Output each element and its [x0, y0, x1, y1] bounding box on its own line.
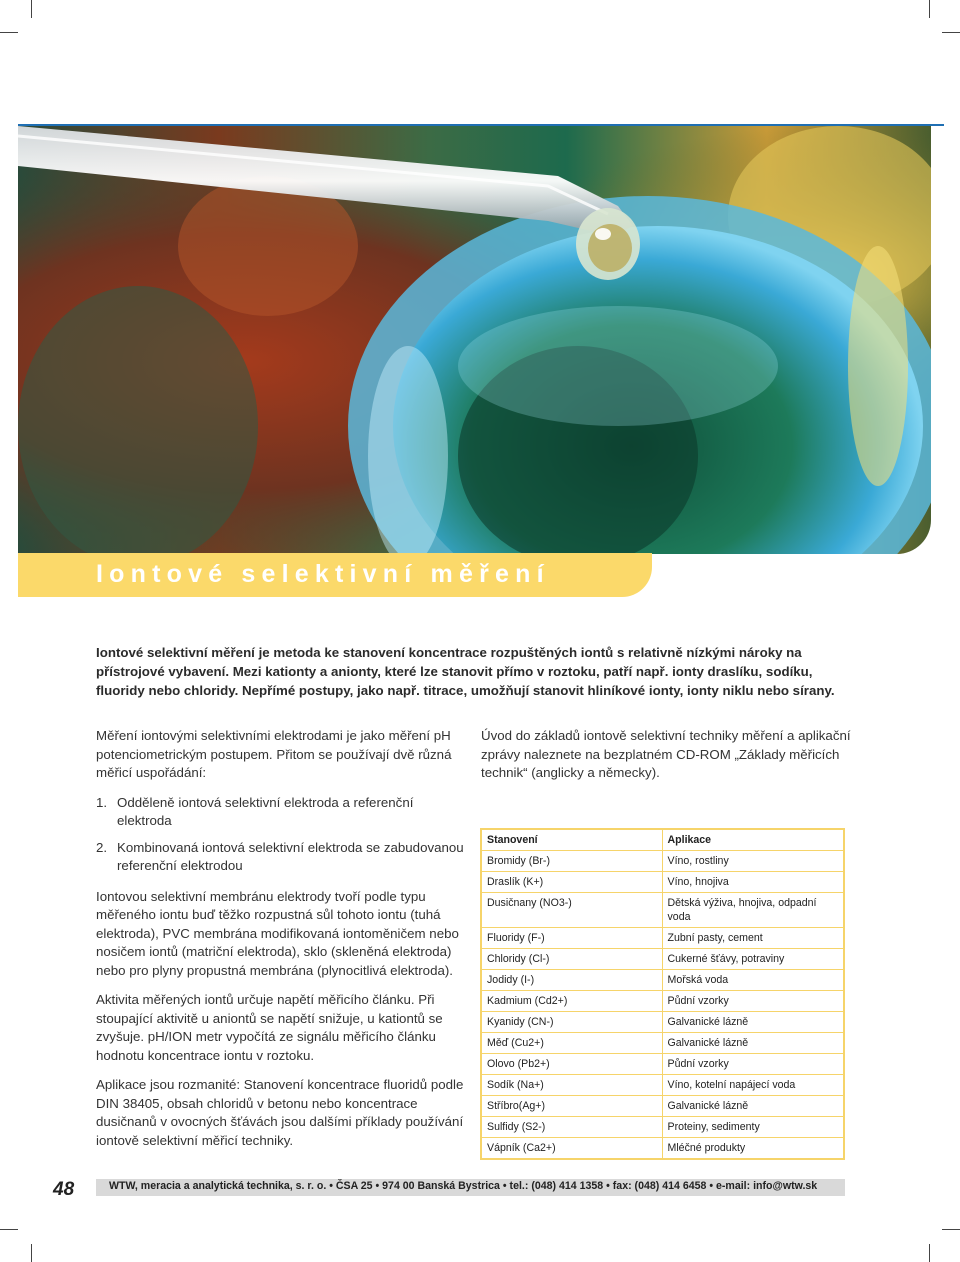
application-cell: Galvanické lázně [662, 1096, 844, 1117]
table-row [481, 928, 844, 949]
list-item [96, 839, 468, 876]
application-cell: Galvanické lázně [662, 1033, 844, 1054]
footer-contact: WTW, meracia a analytická technika, s. r. o. • ČSA 25 • 974 00 Banská Bystrica • tel.: (048) 414 1358 • fax: (048) 414 6458 • e-mail: info@wtw.sk [109, 1180, 818, 1192]
column-header: Stanovení [481, 829, 662, 851]
ion-cell: Draslík (K+) [481, 872, 662, 893]
footer-bar [96, 1179, 845, 1196]
paragraph: Aplikace jsou rozmanité: Stanovení koncentrace fluoridů podle DIN 38405, obsah chloridů v betonu nebo koncentrace dusičnanů v ovocných šťávách jsou dalšími příklady používání iontově selektivní měřicí techniky. [96, 1077, 464, 1148]
application-cell: Mléčné produkty [662, 1138, 844, 1160]
right-column-paragraph: Úvod do základů iontově selektivní techniky měření a aplikační zprávy naleznete na bezplatném CD-ROM „Základy měřicích technik“ (anglicky a německy). [481, 728, 851, 780]
crop-mark [929, 1244, 930, 1262]
application-cell: Půdní vzorky [662, 991, 844, 1012]
list-text: Kombinovaná iontová selektivní elektroda se zabudovanou referenční elektrodou [117, 839, 464, 873]
application-cell: Mořská voda [662, 970, 844, 991]
table-row [481, 1117, 844, 1138]
table-row [481, 893, 844, 928]
table-body [481, 851, 844, 1160]
ion-cell: Jodidy (I-) [481, 970, 662, 991]
ion-cell: Chloridy (Cl-) [481, 949, 662, 970]
ion-cell: Olovo (Pb2+) [481, 1054, 662, 1075]
application-cell: Proteiny, sedimenty [662, 1117, 844, 1138]
list-text: Odděleně iontová selektivní elektroda a referenční elektroda [117, 794, 414, 828]
table-row [481, 1075, 844, 1096]
ion-cell: Bromidy (Br-) [481, 851, 662, 872]
column-header: Aplikace [662, 829, 844, 851]
crop-mark [31, 1244, 32, 1262]
table-row [481, 1096, 844, 1117]
application-cell: Zubní pasty, cement [662, 928, 844, 949]
crop-mark [942, 1229, 960, 1230]
paragraph: Aktivita měřených iontů určuje napětí měřicího článku. Při stoupající aktivitě u aniontů se napětí snižuje, u kationtů se zvyšuje. pH/ION metr vypočítá ze signálu měřicího článku hodnotu koncentrace iontu v roztoku. [96, 992, 443, 1063]
ion-cell: Fluoridy (F-) [481, 928, 662, 949]
table-row [481, 991, 844, 1012]
ion-cell: Vápník (Ca2+) [481, 1138, 662, 1160]
list-number: 1. [96, 794, 108, 810]
ion-cell: Kyanidy (CN-) [481, 1012, 662, 1033]
crop-mark [942, 32, 960, 33]
left-column [96, 727, 468, 1161]
table-row [481, 1054, 844, 1075]
table-header-row [481, 829, 844, 851]
ion-cell: Měď (Cu2+) [481, 1033, 662, 1054]
crop-mark [31, 0, 32, 18]
hero-photo [18, 126, 931, 554]
ion-cell: Sodík (Na+) [481, 1075, 662, 1096]
application-cell: Cukerné šťávy, potraviny [662, 949, 844, 970]
ion-cell: Stříbro(Ag+) [481, 1096, 662, 1117]
application-cell: Půdní vzorky [662, 1054, 844, 1075]
ion-cell: Sulfidy (S2-) [481, 1117, 662, 1138]
arrangement-list [96, 794, 468, 876]
intro-paragraph: Iontové selektivní měření je metoda ke stanovení koncentrace rozpuštěných iontů s relativně nízkými nároky na přístrojové vybavení. Mezi kationty a anionty, které lze stanovit přímo v roztoku, patří např. ionty draslíku, sodíku, fluoridy nebo chloridy. Nepřímé postupy, jako např. titrace, umožňují stanovit hliníkové ionty, ionty niklu nebo sírany. [96, 645, 835, 698]
application-cell: Galvanické lázně [662, 1012, 844, 1033]
list-item [96, 794, 468, 831]
application-cell: Dětská výživa, hnojiva, odpadní voda [662, 893, 844, 928]
table-row [481, 1033, 844, 1054]
crop-mark [0, 32, 18, 33]
table-row [481, 851, 844, 872]
application-cell: Víno, hnojiva [662, 872, 844, 893]
applications-table [480, 828, 845, 1160]
list-number: 2. [96, 839, 108, 855]
table-row [481, 872, 844, 893]
table-row [481, 970, 844, 991]
table-row [481, 1012, 844, 1033]
table-row [481, 949, 844, 970]
application-cell: Víno, rostliny [662, 851, 844, 872]
page-number: 48 [53, 1179, 75, 1200]
application-cell: Víno, kotelní napájecí voda [662, 1075, 844, 1096]
ion-cell: Dusičnany (NO3-) [481, 893, 662, 928]
page-title: Iontové selektivní měření [96, 560, 550, 588]
paragraph: Měření iontovými selektivními elektrodami je jako měření pH potenciometrickým postupem. Přitom se používají dvě různá měřicí uspořádání: [96, 728, 452, 780]
title-banner [18, 553, 652, 597]
crop-mark [929, 0, 930, 18]
ion-cell: Kadmium (Cd2+) [481, 991, 662, 1012]
paragraph: Iontovou selektivní membránu elektrody tvoří podle typu měřeného iontu buď těžko rozpustná sůl tohoto iontu (tuhá elektroda), PVC membrána modifikovaná iontoměničem nebo nosičem iontů (matriční elektroda), sklo (skleněná elektroda) nebo pro plyny propustná membrána (plynocitlivá elektroda). [96, 888, 459, 978]
table-row [481, 1138, 844, 1160]
crop-mark [0, 1229, 18, 1230]
